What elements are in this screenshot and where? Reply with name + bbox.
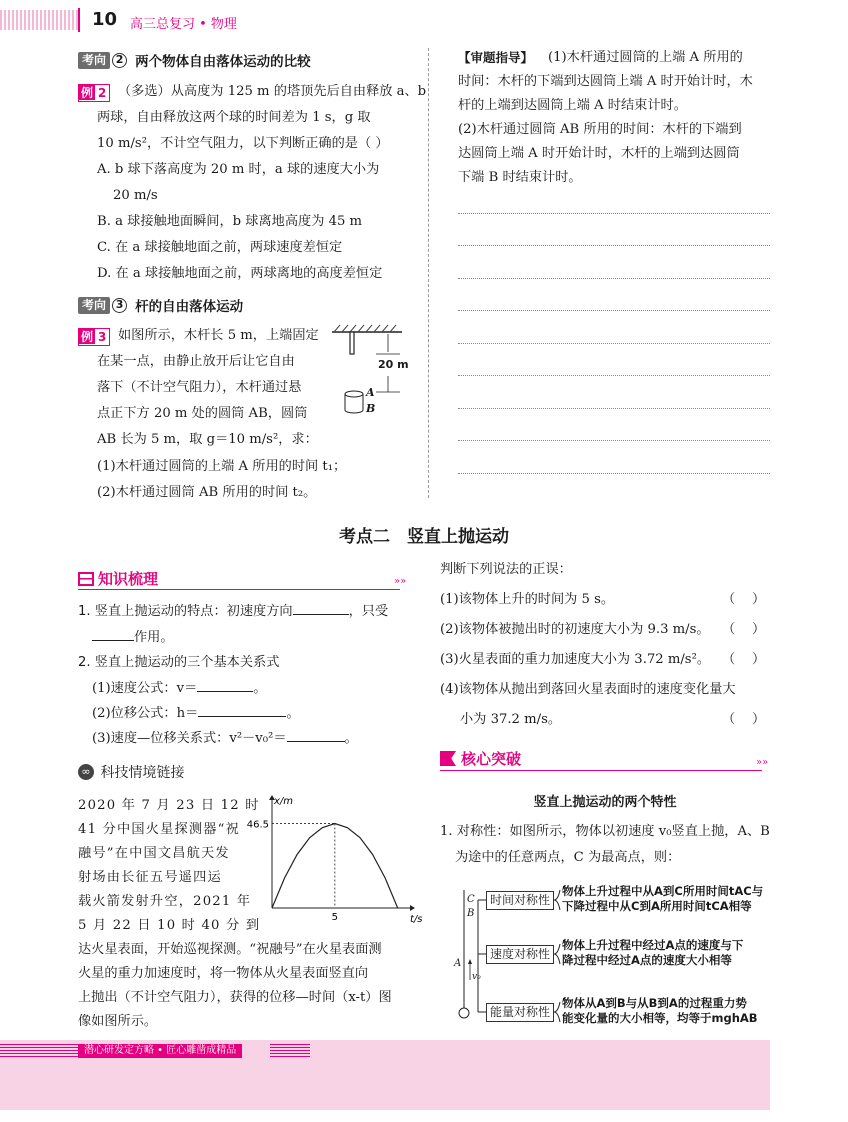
desc-speed-1: 物体上升过程中经过A点的速度与下 xyxy=(562,938,744,952)
flag-icon xyxy=(440,751,456,766)
knowledge-item-1: 1. 竖直上抛运动的特点：初速度方向 ，只受 xyxy=(78,600,388,624)
ex2-option-a-cont: 20 m/s xyxy=(113,188,158,203)
judge-paren-4[interactable]: （ ） xyxy=(722,712,766,727)
judge-intro: 判断下列说法的正误： xyxy=(440,562,572,577)
blank-field[interactable] xyxy=(197,678,253,692)
ex3-line-4: 点正下方 20 m 处的圆筒 AB，圆筒 xyxy=(97,406,308,421)
guide-line-1: (1)木杆通过圆筒的上端 A 所用的 xyxy=(548,50,743,65)
kx2-badge: 考向 xyxy=(78,52,110,69)
rod-label-a: A xyxy=(366,386,375,399)
header-divider xyxy=(78,8,80,32)
label-c: C xyxy=(467,894,475,905)
knowledge-heading xyxy=(78,568,158,590)
tech-line-1: 2020 年 7 月 23 日 12 时 xyxy=(78,798,260,813)
answer-line[interactable] xyxy=(458,310,770,311)
ex2-option-d: D. 在 a 球接触地面之前，两球离地的高度差恒定 xyxy=(97,266,383,281)
core-title: 核心突破 xyxy=(461,750,522,768)
judge-item-2: (2)该物体被抛出时的初速度大小为 9.3 m/s。 xyxy=(440,622,710,637)
guide-line-2: 时间：木杆的下端到达圆筒上端 A 时开始计时，木 xyxy=(458,74,753,89)
formula-2: (2)位移公式：h＝ 。 xyxy=(92,702,300,726)
y-axis-label: x/m xyxy=(274,796,294,807)
core-p1: 1. 对称性：如图所示，物体以初速度 v₀竖直上抛，A、B xyxy=(440,824,770,839)
kx2-num: 2 xyxy=(112,53,127,68)
kx3-badge: 考向 xyxy=(78,297,110,314)
ex2-badge: 例 2 xyxy=(78,84,110,102)
guide-line-6: 下端 B 时结束计时。 xyxy=(458,170,582,185)
judge-item-3: (3)火星表面的重力加速度大小为 3.72 m/s²。 xyxy=(440,652,711,667)
core-p2: 为途中的任意两点，C 为最高点，则： xyxy=(455,850,681,865)
label-a: A xyxy=(454,958,462,969)
ex2-option-b: B. a 球接触地面瞬间，b 球离地高度为 45 m xyxy=(97,214,363,229)
answer-line[interactable] xyxy=(458,278,770,279)
answer-line[interactable] xyxy=(458,213,770,214)
guide-line-4: (2)木杆通过圆筒 AB 所用的时间：木杆的下端到 xyxy=(458,122,742,137)
ex3-line-5: AB 长为 5 m，取 g＝10 m/s²，求： xyxy=(97,432,318,447)
ex2-line-3: 10 m/s²，不计空气阻力，以下判断正确的是（ ） xyxy=(97,136,389,151)
chevron-icon: »» xyxy=(756,757,769,768)
knowledge-item-2: 2. 竖直上抛运动的三个基本关系式 xyxy=(78,655,280,670)
tech-heading xyxy=(78,762,184,782)
knowledge-item-1-cont: 作用。 xyxy=(92,626,174,650)
footer-stripes xyxy=(0,1044,78,1057)
ex3-line-2: 在某一点，由静止放开后让它自由 xyxy=(97,354,295,369)
blank-field[interactable] xyxy=(198,703,286,717)
ex3-badge: 例 3 xyxy=(78,328,110,346)
tech-wide-2: 火星的重力加速度时，将一物体从火星表面竖直向 xyxy=(78,966,369,981)
tech-line-2: 41 分中国火星探测器“祝 xyxy=(78,822,241,837)
kx3-num: 3 xyxy=(112,298,127,313)
answer-line[interactable] xyxy=(458,473,770,474)
tech-line-5: 载火箭发射升空，2021 年 xyxy=(78,894,252,909)
desc-energy-1: 物体从A到B与从B到A的过程重力势 xyxy=(562,996,747,1010)
judge-item-1: (1)该物体上升的时间为 5 s。 xyxy=(440,592,615,607)
book-title: 高三总复习 • 物理 xyxy=(130,17,237,32)
answer-line[interactable] xyxy=(458,245,770,246)
kx3-title: 杆的自由落体运动 xyxy=(135,299,244,315)
tech-title: 科技情境链接 xyxy=(100,765,185,781)
tech-line-3: 融号”在中国文昌航天发 xyxy=(78,846,230,861)
ex2-line-1: （多选）从高度为 125 m 的塔顶先后自由释放 a、b xyxy=(118,84,427,99)
ex3-line-1: 如图所示，木杆长 5 m，上端固定 xyxy=(118,328,319,343)
judge-item-4: (4)该物体从抛出到落回火星表面时的速度变化量大 xyxy=(440,682,736,697)
symmetry-diagram xyxy=(452,880,772,1030)
rod-height-label: 20 m xyxy=(378,358,409,371)
desc-energy-2: 能变化量的大小相等，均等于mghAB xyxy=(562,1011,758,1025)
rod-figure xyxy=(330,322,410,422)
peak-y-label: 46.5 xyxy=(246,819,269,831)
x-axis-label: t/s xyxy=(410,914,423,925)
ex2-option-a: A. b 球下落高度为 20 m 时，a 球的速度大小为 xyxy=(97,162,380,177)
header-bar xyxy=(0,0,848,40)
ex2-option-c: C. 在 a 球接触地面之前，两球速度差恒定 xyxy=(97,240,343,255)
formula-1: (1)速度公式：v＝ 。 xyxy=(92,677,266,701)
xt-chart xyxy=(238,796,423,926)
peak-x-label: 5 xyxy=(331,912,339,923)
tech-wide-3: 上抛出（不计空气阻力），获得的位移—时间（x-t）图 xyxy=(78,990,392,1005)
core-heading xyxy=(440,748,521,770)
footer-stripes-right xyxy=(270,1044,310,1057)
core-underline xyxy=(440,770,762,771)
desc-speed-2: 降过程中经过A点的速度大小相等 xyxy=(562,953,732,967)
blank-field[interactable] xyxy=(92,627,134,641)
label-b: B xyxy=(467,908,475,919)
box-energy-symmetry: 能量对称性 xyxy=(486,1003,554,1022)
tech-line-6: 5 月 22 日 10 时 40 分 到 xyxy=(78,918,261,933)
tech-line-4: 射场由长征五号遥四运 xyxy=(78,870,222,885)
ex2-line-2: 两球，自由释放这两个球的时间差为 1 s，g 取 xyxy=(97,110,371,125)
ex3-line-3: 落下（不计空气阻力），木杆通过悬 xyxy=(97,380,302,395)
tech-wide-4: 像如图所示。 xyxy=(78,1014,158,1029)
knowledge-underline xyxy=(78,589,400,590)
answer-line[interactable] xyxy=(458,343,770,344)
page-number: 10 xyxy=(92,9,118,30)
kx3-heading xyxy=(78,295,243,317)
judge-item-4-cont: 小为 37.2 m/s。 xyxy=(460,712,562,727)
judge-paren-3[interactable]: （ ） xyxy=(722,652,766,667)
guide-line-5: 达圆筒上端 A 时开始计时，木杆的上端到达圆筒 xyxy=(458,146,740,161)
knowledge-title: 知识梳理 xyxy=(98,570,159,588)
answer-line[interactable] xyxy=(458,408,770,409)
tech-wide-1: 达火星表面，开始巡视探测。“祝融号”在火星表面测 xyxy=(78,942,382,957)
book-icon xyxy=(78,572,94,586)
column-divider xyxy=(428,48,429,498)
kx2-heading xyxy=(78,50,311,72)
rod-label-b: B xyxy=(366,402,376,415)
ex3-question-1: (1)木杆通过圆筒的上端 A 所用的时间 t₁； xyxy=(97,459,347,474)
link-icon: ∞ xyxy=(78,764,94,780)
desc-time-1: 物体上升过程中从A到C所用时间tAC与 xyxy=(562,884,764,898)
blank-field[interactable] xyxy=(287,728,345,742)
desc-time-2: 下降过程中从C到A所用时间tCA相等 xyxy=(562,899,752,913)
judge-paren-1[interactable]: （ ） xyxy=(722,592,766,607)
box-time-symmetry: 时间对称性 xyxy=(486,891,554,910)
answer-line[interactable] xyxy=(458,440,770,441)
x-axis-arrow xyxy=(410,905,415,911)
kx2-title: 两个物体自由落体运动的比较 xyxy=(135,54,311,70)
formula-3: (3)速度—位移关系式：v²－v₀²＝ 。 xyxy=(92,727,358,751)
header-stripes xyxy=(0,10,78,30)
label-v0: v₀ xyxy=(472,972,481,982)
box-speed-symmetry: 速度对称性 xyxy=(486,945,554,964)
guide-line-3: 杆的上端到达圆筒上端 A 时结束计时。 xyxy=(458,98,687,113)
core-subtitle: 竖直上抛运动的两个特性 xyxy=(533,795,677,810)
section-title: 考点二 竖直上抛运动 xyxy=(339,527,509,547)
guide-tag: 【审题指导】 xyxy=(458,50,534,65)
ex3-question-2: (2)木杆通过圆筒 AB 所用的时间 t₂。 xyxy=(97,485,317,500)
footer-slogan: 潜心研发定方略 • 匠心雕凿成精品 xyxy=(78,1044,242,1058)
blank-field[interactable] xyxy=(293,601,349,615)
judge-paren-2[interactable]: （ ） xyxy=(722,622,766,637)
chevron-icon: »» xyxy=(394,576,407,587)
answer-line[interactable] xyxy=(458,375,770,376)
xt-chart-svg xyxy=(238,796,423,926)
